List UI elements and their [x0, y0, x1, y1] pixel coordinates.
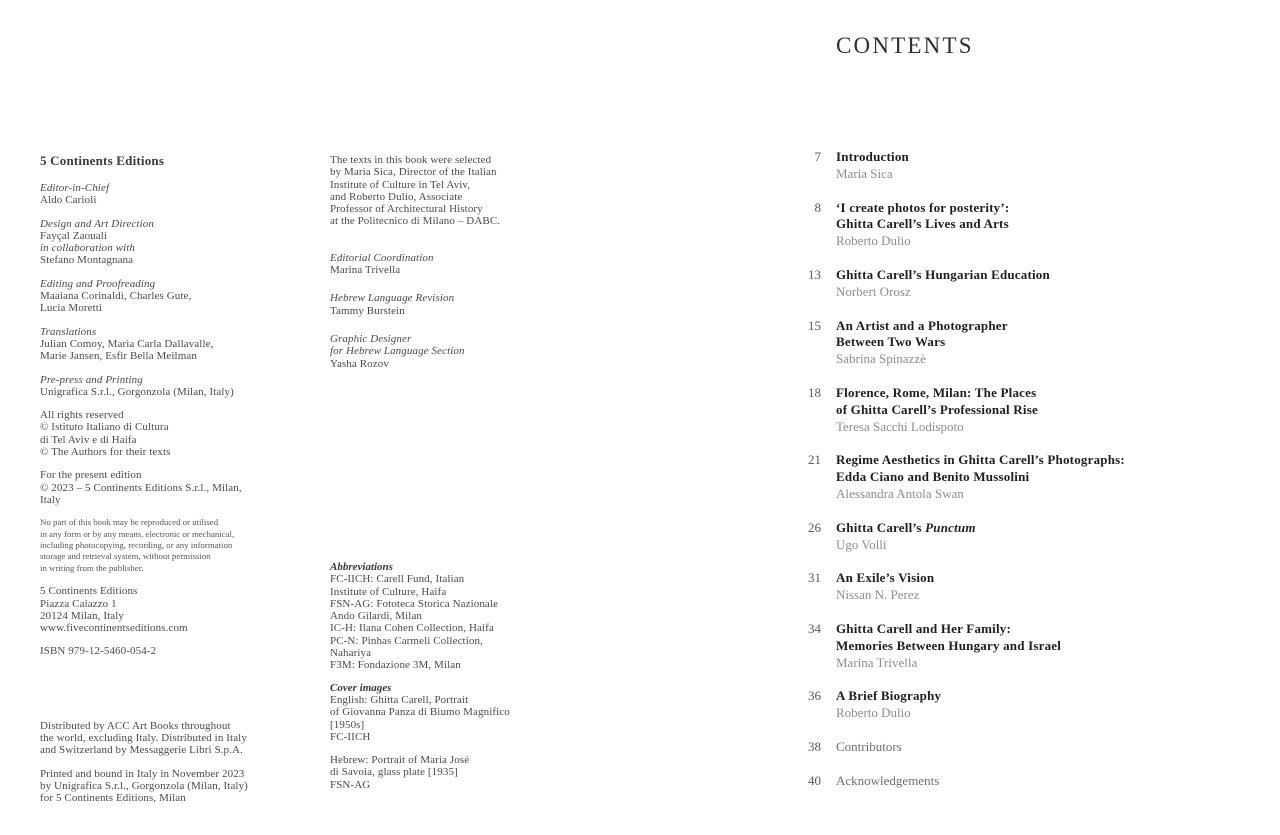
cover-english-line: [1950s] [330, 718, 365, 731]
abbreviations-label: Abbreviations [330, 561, 393, 573]
printing-line: Printed and bound in Italy in November 2023 [40, 767, 245, 780]
notice-line: in any form or by any means, electronic or mechanical, [40, 528, 235, 539]
distribution-block [40, 720, 310, 757]
toc-entry-author: Sabrina Spinazzè [836, 351, 926, 367]
toc-entry-title: of Ghitta Carell’s Professional Rise [836, 401, 1038, 417]
editing-names-line: Lucia Moretti [40, 302, 103, 315]
toc-page-number: 31 [808, 570, 821, 586]
rights-block [40, 409, 310, 458]
toc-entry-title: A Brief Biography [836, 688, 942, 704]
editing-block [40, 278, 310, 315]
toc-entry-title [836, 520, 976, 537]
toc-entry [795, 520, 1235, 554]
toc-page-number: 15 [808, 317, 821, 333]
designer-label: Graphic Designer [330, 332, 412, 345]
prepress-label: Pre-press and Printing [40, 373, 143, 386]
abbreviation-line: IC-H: Ilana Cohen Collection, Haifa [330, 622, 494, 635]
design-label: Design and Art Direction [40, 217, 154, 230]
toc-entry-title: Regime Aesthetics in Ghitta Carell’s Photographs: [836, 452, 1125, 468]
toc-page-number: 7 [814, 149, 821, 164]
notice-line: No part of this book may be reproduced or utilised [40, 517, 219, 528]
rights-line: di Tel Aviv e di Haifa [40, 433, 137, 446]
design-collab-name: Stefano Montagnana [40, 254, 134, 267]
toc-page-number: 40 [808, 772, 821, 788]
design-name: Fayçal Zaouali [40, 229, 108, 242]
edition-block [40, 469, 310, 506]
toc-entry [795, 385, 1235, 435]
credits-column [330, 154, 585, 386]
distribution-line: the world, excluding Italy. Distributed in Italy [40, 732, 247, 745]
toc-entry-author: Alessandra Antola Swan [836, 485, 964, 501]
toc-entry-author: Roberto Dulio [836, 233, 911, 249]
hebrew-revision-name: Tammy Burstein [330, 304, 405, 317]
distribution-line: Distributed by ACC Art Books throughout [40, 719, 231, 732]
toc-entry-author: Teresa Sacchi Lodispoto [836, 418, 964, 434]
toc-entry [795, 621, 1235, 671]
selection-line: by Maria Sica, Director of the Italian [330, 166, 497, 179]
cover-english-line: English: Ghitta Carell, Portrait [330, 693, 469, 706]
prepress-line: Unigrafica S.r.l., Gorgonzola (Milan, Italy) [40, 385, 234, 398]
toc-entry-title: Edda Ciano and Benito Mussolini [836, 469, 1030, 485]
rights-line: All rights reserved [40, 409, 124, 422]
toc-entry [795, 267, 1235, 301]
abbreviations-column [330, 561, 595, 791]
edition-line: For the present edition [40, 469, 142, 482]
publisher-address-block [40, 585, 310, 634]
toc-entry-title: Introduction [836, 149, 909, 164]
design-collab-label: in collaboration with [40, 242, 135, 255]
page-title: CONTENTS [836, 33, 974, 58]
translations-block [40, 326, 310, 363]
toc-entry [795, 773, 1235, 790]
toc-page-number: 18 [808, 384, 821, 400]
abbreviation-line: FSN-AG: Fototeca Storica Nazionale [330, 597, 499, 610]
isbn-block [40, 645, 310, 657]
cover-hebrew-line: di Savoia, glass plate [1935] [330, 766, 458, 779]
abbreviation-line: Ando Gilardi, Milan [330, 610, 423, 623]
editor-name: Aldo Carioli [40, 194, 97, 207]
toc-page-number: 8 [814, 199, 821, 215]
printing-block [40, 768, 310, 805]
toc-page-number: 26 [808, 519, 821, 535]
graphic-designer-block [330, 333, 585, 370]
toc-entry-author: Ugo Volli [836, 536, 887, 552]
edition-line: Italy [40, 493, 61, 506]
address-line: 5 Continents Editions [40, 585, 138, 598]
rights-line: © Istituto Italiano di Cultura [40, 421, 169, 434]
edition-line: © 2023 – 5 Continents Editions S.r.l., Milan, [40, 481, 242, 494]
printing-line: for 5 Continents Editions, Milan [40, 792, 186, 805]
toc-page-number: 38 [808, 738, 821, 754]
isbn: ISBN 979-12-5460-054-2 [40, 645, 157, 658]
selection-line: Professor of Architectural History [330, 203, 483, 216]
colophon-column [40, 153, 310, 816]
toc-entry-title: An Artist and a Photographer [836, 317, 1008, 333]
designer-name: Yasha Rozov [330, 357, 389, 370]
cover-images-label: Cover images [330, 681, 392, 694]
spacer [330, 743, 595, 754]
selection-line: at the Politecnico di Milano – DABC. [330, 215, 501, 228]
address-line: 20124 Milan, Italy [40, 609, 124, 622]
toc-entry-author: Nissan N. Perez [836, 587, 920, 603]
toc-entry-title: Memories Between Hungary and Israel [836, 637, 1062, 653]
toc-entry-author: Marina Trivella [836, 654, 918, 670]
rights-line: © The Authors for their texts [40, 446, 171, 459]
editor-label: Editor-in-Chief [40, 182, 110, 194]
cover-images-block [330, 682, 595, 791]
toc-entry-title: Ghitta Carell’s Hungarian Education [836, 266, 1050, 282]
table-of-contents [795, 149, 1235, 807]
text-selection-block [330, 154, 585, 228]
toc-page-number: 13 [808, 266, 821, 282]
toc-page-number: 34 [808, 620, 821, 636]
notice-line: storage and retrieval system, without permission [40, 551, 211, 562]
distribution-line: and Switzerland by Messaggerie Libri S.p.A. [40, 744, 243, 757]
toc-title-prefix: Ghitta Carell’s [836, 519, 926, 535]
toc-entry-title: Florence, Rome, Milan: The Places [836, 384, 1037, 400]
address-line: Piazza Caiazzo 1 [40, 597, 117, 610]
cover-hebrew-line: Hebrew: Portrait of Maria José [330, 754, 470, 767]
toc-entry [795, 688, 1235, 722]
coordination-name: Marina Trivella [330, 264, 401, 277]
selection-line: The texts in this book were selected [330, 154, 492, 166]
coordination-label: Editorial Coordination [330, 251, 434, 264]
toc-page-number: 36 [808, 688, 821, 704]
cover-hebrew-line: FSN-AG [330, 778, 371, 791]
toc-entry-author: Maria Sica [836, 165, 893, 181]
selection-line: and Roberto Dulio, Associate [330, 190, 463, 203]
abbreviation-line: FC-IICH: Carell Fund, Italian [330, 573, 465, 586]
designer-label: for Hebrew Language Section [330, 345, 465, 358]
editing-label: Editing and Proofreading [40, 277, 156, 290]
toc-entry [795, 570, 1235, 604]
toc-entry-title: Between Two Wars [836, 334, 946, 350]
prepress-block [40, 374, 310, 399]
notice-line: including photocopying, recording, or any information [40, 540, 233, 551]
toc-entry-title: Acknowledgements [836, 772, 940, 788]
toc-entry [795, 149, 1235, 183]
toc-entry [795, 452, 1235, 502]
editor-block [40, 182, 310, 207]
abbreviation-line: Institute of Culture, Haifa [330, 585, 447, 598]
abbreviations-block [330, 561, 595, 672]
toc-title-italic: Punctum [925, 519, 976, 535]
toc-entry [795, 200, 1235, 250]
toc-entry-title: Ghitta Carell’s Lives and Arts [836, 216, 1009, 232]
toc-entry-title: Contributors [836, 738, 902, 754]
hebrew-revision-block [330, 292, 585, 317]
toc-entry [795, 739, 1235, 756]
selection-line: Institute of Culture in Tel Aviv, [330, 178, 471, 191]
printing-line: by Unigrafica S.r.l., Gorgonzola (Milan, Italy) [40, 779, 248, 792]
translations-names-line: Marie Jansen, Esfir Bella Meilman [40, 350, 197, 363]
editing-names-line: Maaiana Corinaldi, Charles Gute, [40, 290, 192, 303]
toc-entry-author: Roberto Dulio [836, 705, 911, 721]
notice-line: in writing from the publisher. [40, 562, 144, 573]
toc-entry-title: An Exile’s Vision [836, 570, 935, 586]
abbreviation-line: Nahariya [330, 647, 372, 660]
cover-english-line: of Giovanna Panza di Biumo Magnifico [330, 706, 510, 719]
toc-entry-title: Ghitta Carell and Her Family: [836, 620, 1012, 636]
hebrew-revision-label: Hebrew Language Revision [330, 292, 455, 305]
abbreviation-line: PC-N: Pinhas Carmeli Collection, [330, 634, 483, 647]
editorial-coordination-block [330, 252, 585, 277]
abbreviation-line: F3M: Fondazione 3M, Milan [330, 659, 461, 672]
cover-english-line: FC-IICH [330, 730, 371, 743]
publisher-website: www.fivecontinentseditions.com [40, 622, 188, 635]
toc-page-number: 21 [808, 452, 821, 468]
translations-names-line: Julian Comoy, Maria Carla Dallavalle, [40, 337, 214, 350]
toc-entry [795, 318, 1235, 368]
copyright-notice-block [40, 517, 310, 574]
design-block [40, 218, 310, 267]
translations-label: Translations [40, 325, 97, 338]
publisher-name: 5 Continents Editions [40, 153, 165, 168]
toc-entry-author: Norbert Orosz [836, 283, 911, 299]
toc-entry-title: ‘I create photos for posterity’: [836, 199, 1010, 215]
